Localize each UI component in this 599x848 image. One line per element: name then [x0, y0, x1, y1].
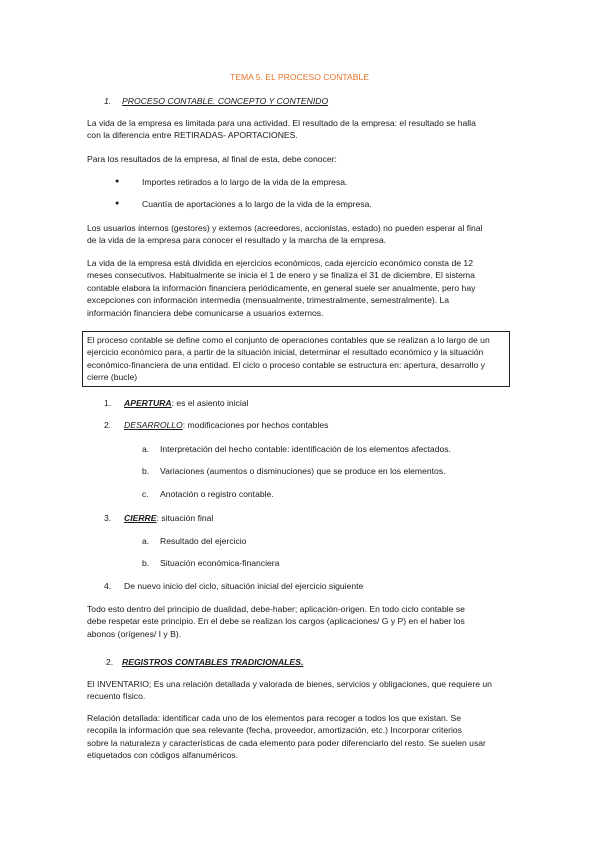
paragraph-line: La vida de la empresa está dividida en ejercicios económicos, cada ejercicio económico consta de 12: [87, 258, 473, 268]
paragraph-line: Relación detallada: identificar cada uno de los elementos para recoger a todos los que existan. Se: [87, 713, 462, 723]
paragraph-line: meses consecutivos. Habitualmente se inicia el 1 de enero y se finaliza el 31 de diciembre. El sistema: [87, 270, 475, 281]
desarrollo-sub-b: [142, 465, 504, 477]
paragraph-line: La vida de la empresa es limitada para una actividad. El resultado de la empresa: el resultado se halla: [87, 118, 476, 128]
box-line: ejercicio económico para, a partir de la situación inicial, determinar el resultado económico y la situación: [87, 347, 484, 358]
paragraph-1: [87, 117, 513, 142]
desarrollo-sub-c: [142, 488, 504, 500]
paragraph-line: recuento físico.: [87, 691, 146, 702]
paragraph-line: debe respetar este principio. En el debe se realizan los cargos (aplicaciones/ G y P) en el haber los: [87, 616, 465, 627]
sub-label: b.: [142, 466, 150, 476]
box-line: económico-financiera de una entidad. El ciclo o proceso contable se estructura en: apertura, desarrollo y: [87, 359, 485, 370]
paragraph-line: Todo esto dentro del principio de dualidad, debe-haber; aplicación-origen. En todo ciclo contable se: [87, 604, 465, 614]
step-number: 4.: [104, 581, 112, 591]
step-term: DESARROLLO: [124, 420, 183, 430]
bullet-icon: ●: [115, 200, 120, 207]
paragraph-6: [87, 678, 513, 703]
bullet-text: Cuantía de aportaciones a lo largo de la vida de la empresa.: [142, 199, 372, 209]
section-2-title: REGISTROS CONTABLES TRADICIONALES.: [122, 657, 304, 667]
bullet-item-1: [115, 176, 522, 188]
step-number: 1.: [104, 398, 112, 408]
step-cierre: [104, 512, 214, 524]
paragraph-line: excepciones con información intermedia (mensualmente, trimestralmente, semestralmente). La: [87, 295, 450, 306]
sub-text: Situación económica-financiera: [160, 558, 280, 568]
section-2-number: 2.: [106, 657, 114, 667]
paragraph-line: de la vida de la empresa para conocer el resultado y la marcha de la empresa.: [87, 235, 387, 246]
cierre-sub-b: [142, 557, 504, 569]
step-reinicio: [104, 580, 364, 592]
step-text: De nuevo inicio del ciclo, situación inicial del ejercicio siguiente: [124, 581, 364, 591]
sub-text: Interpretación del hecho contable: identificación de los elementos afectados.: [160, 444, 451, 454]
paragraph-2: Para los resultados de la empresa, al final de esta, debe conocer:: [87, 154, 337, 164]
bullet-text: Importes retirados a lo largo de la vida de la empresa.: [142, 177, 348, 187]
paragraph-line: etiquetados con códigos alfanuméricos.: [87, 750, 238, 761]
sub-label: a.: [142, 536, 150, 546]
section-1-title: PROCESO CONTABLE. CONCEPTO Y CONTENIDO: [122, 96, 329, 106]
desarrollo-sub-a: [142, 443, 504, 455]
paragraph-line: Los usuarios internos (gestores) y externos (acreedores, accionistas, estado) no pueden esperar al final: [87, 223, 483, 233]
step-number: 3.: [104, 513, 112, 523]
sub-text: Anotación o registro contable.: [160, 489, 274, 499]
box-line: cierre (bucle): [87, 372, 138, 383]
section-1-heading: [104, 95, 329, 107]
sub-label: b.: [142, 558, 150, 568]
sub-text: Resultado del ejercicio: [160, 536, 247, 546]
step-number: 2.: [104, 420, 112, 430]
paragraph-line: El INVENTARIO; Es una relación detallada y valorada de bienes, servicios y obligaciones, que requiere un: [87, 679, 492, 689]
paragraph-line: con la diferencia entre RETIRADAS- APORTACIONES.: [87, 130, 298, 141]
paragraph-line: información financiera debe comunicarse a usuarios externos.: [87, 307, 324, 318]
cierre-sub-a: [142, 535, 504, 547]
paragraph-4: [87, 257, 513, 319]
page-title: TEMA 5. EL PROCESO CONTABLE: [230, 72, 369, 82]
sub-label: a.: [142, 444, 150, 454]
box-line: El proceso contable se define como el conjunto de operaciones contables que se realizan a lo largo de un: [87, 335, 490, 345]
section-2-heading: [106, 656, 304, 668]
paragraph-line: sobre la naturaleza y características de cada elemento para poder diferenciarlo del resto. Se suelen usar: [87, 737, 486, 748]
paragraph-3: [87, 222, 513, 247]
definition-box: [82, 331, 510, 387]
paragraph-line: abonos (orígenes/ I y B).: [87, 628, 182, 639]
step-text: : es el asiento inicial: [171, 398, 249, 408]
step-desarrollo: [104, 419, 329, 431]
step-text: : modificaciones por hechos contables: [182, 420, 329, 430]
step-term: APERTURA: [124, 398, 172, 408]
bullet-icon: ●: [115, 178, 120, 185]
bullet-item-2: [115, 198, 522, 210]
paragraph-line: recopila la información que sea relevante (fecha, proveedor, amortización, etc.) Incorporar criterios: [87, 725, 462, 736]
step-term: CIERRE: [124, 513, 157, 523]
paragraph-7: [87, 712, 513, 762]
paragraph-line: contable elabora la información financiera periódicamente, en general suele ser anualmente, pero hay: [87, 282, 476, 293]
step-text: : situación final: [156, 513, 214, 523]
paragraph-5: [87, 603, 513, 640]
sub-label: c.: [142, 489, 149, 499]
section-1-number: 1.: [104, 96, 112, 106]
step-apertura: [104, 397, 249, 409]
sub-text: Variaciones (aumentos o disminuciones) que se produce en los elementos.: [160, 466, 446, 476]
